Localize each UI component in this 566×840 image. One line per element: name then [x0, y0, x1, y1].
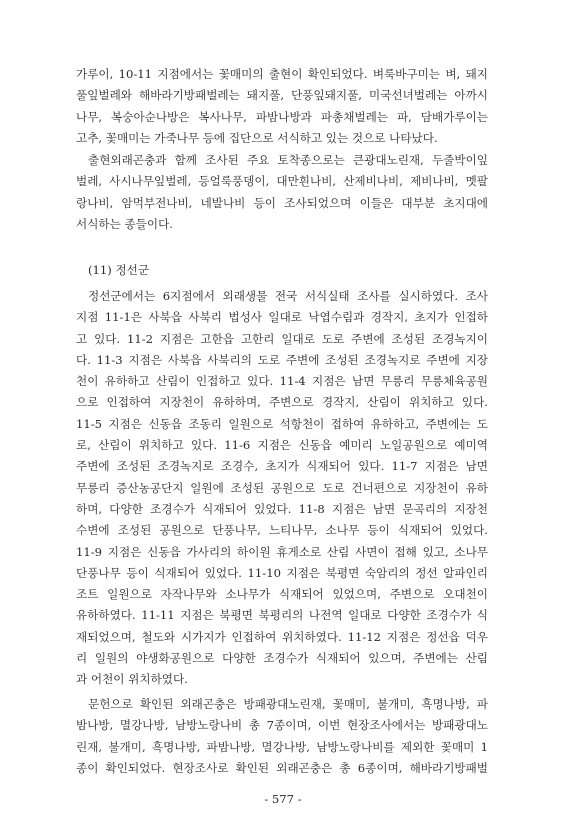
paragraph-1	[76, 64, 488, 149]
text-line: 과 어천이 위치하였다.	[76, 672, 188, 687]
text-line: 랑나비, 암먹부전나비, 네발나비 등이 조사되었으며 이들은 대부분 초지대에	[76, 195, 488, 210]
page-number: - 577 -	[264, 792, 302, 806]
text-line: 나무, 복숭아순나방은 복사나무, 파밤나방과 파총채벌레는 파, 담배가루이는	[76, 109, 488, 124]
section-heading: (11) 정선군	[88, 263, 150, 277]
text-line: 조트 일원으로 자작나무와 소나무가 식재되어 있었으며, 주변으로 오대천이	[76, 587, 488, 602]
text-line: 종이 확인되었다. 현장조사로 확인된 외래곤충은 총 6종이며, 해바라기방패벌	[76, 760, 488, 775]
text-line: 11-9 지점은 신동읍 가사리의 하이원 휴게소로 산림 사면이 접해 있고, 소나무	[76, 544, 488, 559]
text-line: 무릉리 증산농공단지 일원에 조성된 공원으로 도로 건너편으로 지장천이 유하	[76, 480, 488, 495]
text-line: 출현외래곤충과 함께 조사된 주요 토착종으로는 큰광대노린재, 두줄박이잎	[88, 153, 488, 167]
text-line: 으로 인접하여 지장천이 유하하며, 주변으로 경작지, 산림이 위치하고 있다.	[76, 395, 488, 410]
text-line: 문헌으로 확인된 외래곤충은 방패광대노린재, 꽃매미, 불개미, 흑명나방, 파	[88, 697, 488, 711]
text-line: 리 일원의 야생화공원으로 다양한 조경수가 식재되어 있으며, 주변에는 산림	[76, 651, 488, 666]
text-line: 풀잎벌레와 해바라기방패벌레는 돼지풀, 단풍잎돼지풀, 미국선녀벌레는 아까시	[76, 88, 488, 103]
paragraph-3	[76, 286, 488, 691]
text-line: 주변에 조성된 조경녹지로 조경수, 초지가 식재되어 있다. 11-7 지점은 남면	[76, 459, 488, 474]
text-line: 밤나방, 멸강나방, 남방노랑나비 총 7종이며, 이번 현장조사에서는 방패광대노	[76, 718, 488, 733]
text-line: 정선군에서는 6지점에서 외래생물 전국 서식실태 조사를 실시하였다. 조사	[88, 289, 488, 303]
text-line: 고추, 꽃매미는 가죽나무 등에 집단으로 서식하고 있는 것으로 나타났다.	[76, 130, 438, 145]
text-line: 가루이, 10-11 지점에서는 꽃매미의 출현이 확인되었다. 벼룩바구미는 벼, 돼지	[76, 67, 488, 81]
text-line: 천이 유하하고 산림이 인접하고 있다. 11-4 지점은 남면 무릉리 무릉체육공원	[76, 374, 488, 389]
text-line: 서식하는 종들이다.	[76, 216, 173, 231]
text-line: 지점 11-1은 사북읍 사북리 법성사 일대로 낙엽수림과 경작지, 초지가 인접하	[76, 310, 488, 325]
text-line: 다. 11-3 지점은 사북읍 사북리의 도로 주변에 조성된 조경녹지로 주변에 지장	[76, 352, 488, 367]
text-line: 수변에 조성된 공원으로 단풍나무, 느티나무, 소나무 등이 식재되어 있었다.	[76, 523, 488, 538]
paragraph-4	[76, 694, 488, 779]
text-line: 재되었으며, 철도와 시가지가 인접하여 위치하였다. 11-12 지점은 정선읍 덕우	[76, 629, 488, 644]
text-line: 하며, 다양한 조경수가 식재되어 있었다. 11-8 지점은 남면 문곡리의 지장천	[76, 501, 488, 516]
text-line: 11-5 지점은 신동읍 조동리 일원으로 석항천이 접하여 유하하고, 주변에는 도	[76, 416, 488, 431]
text-line: 벌레, 사시나무잎벌레, 등얼룩풍뎅이, 대만흰나비, 산제비나비, 제비나비, 멧팔	[76, 174, 488, 189]
text-line: 유하하였다. 11-11 지점은 북평면 북평리의 나전역 일대로 다양한 조경수가 식	[76, 608, 488, 623]
text-line: 고 있다. 11-2 지점은 고한읍 고한리 일대로 도로 주변에 조성된 조경녹지이	[76, 331, 488, 346]
text-line: 린재, 불개미, 흑명나방, 파밤나방, 멸강나방, 남방노랑나비를 제외한 꽃매미 1	[76, 739, 488, 754]
paragraph-2	[76, 150, 488, 235]
text-line: 로, 산림이 위치하고 있다. 11-6 지점은 신동읍 예미리 노일공원으로 예미역	[76, 438, 488, 453]
text-line: 단풍나무 등이 식재되어 있었다. 11-10 지점은 북평면 숙암리의 정선 알파인리	[76, 565, 488, 580]
